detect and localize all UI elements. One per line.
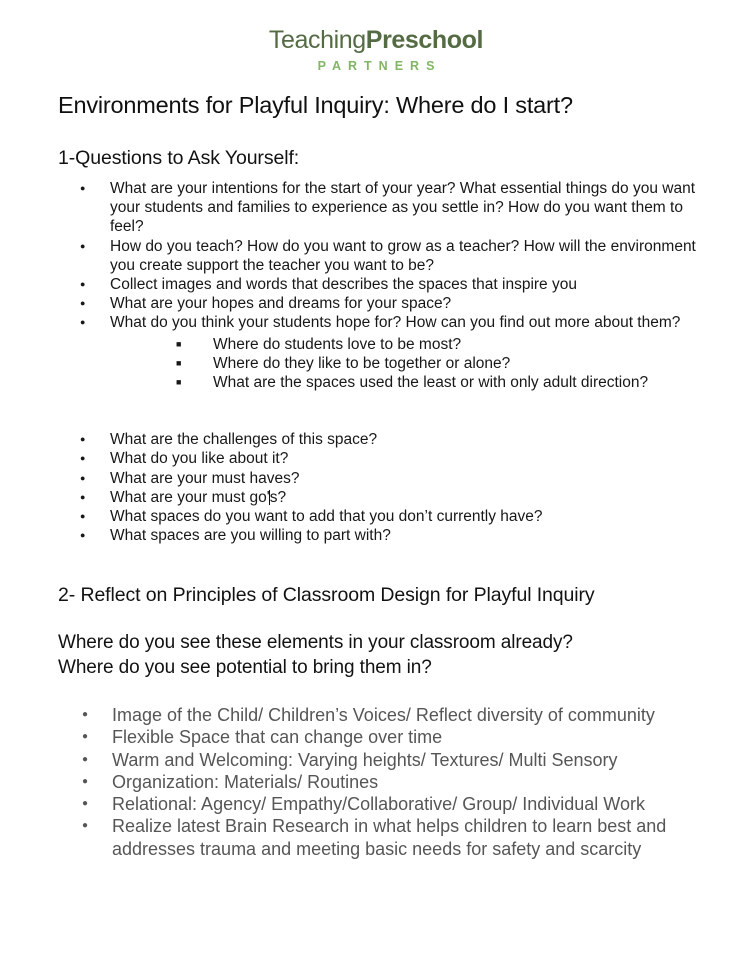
questions-sub-list (176, 335, 698, 393)
list-item: ● What are your hopes and dreams for your space? (58, 294, 698, 313)
list-item: ● Relational: Agency/ Empathy/Collaborative/ Group/ Individual Work (58, 793, 718, 815)
sub-list-item: ■ Where do they like to be together or alone? (176, 354, 698, 373)
questions-list-group-a (58, 179, 698, 393)
list-item: ● What are the challenges of this space? (58, 430, 678, 449)
questions-list-group-b (58, 430, 678, 546)
list-item: ● Flexible Space that can change over time (58, 726, 718, 748)
section-2-prompt-line-2: Where do you see potential to bring them in? (58, 657, 432, 678)
list-item (58, 313, 698, 392)
list-item: ● What do you like about it? (58, 449, 678, 468)
list-item: ● What spaces do you want to add that you don’t currently have? (58, 507, 678, 526)
sub-list-item: ■ Where do students love to be most? (176, 335, 698, 354)
list-item: ● What are your intentions for the start of your year? What essential things do you want your students and families to experience as you settle in? How do you want them to feel? (58, 179, 698, 237)
list-item: ● Realize latest Brain Research in what helps children to learn best and addresses trauma and meeting basic needs for safety and scarcity (58, 815, 718, 860)
section-2-heading: 2- Reflect on Principles of Classroom Design for Playful Inquiry (58, 584, 595, 606)
sub-list-item: ■ What are the spaces used the least or with only adult direction? (176, 373, 698, 392)
section-2-prompt-line-1: Where do you see these elements in your classroom already? (58, 632, 573, 653)
list-item: ● Warm and Welcoming: Varying heights/ Textures/ Multi Sensory (58, 749, 718, 771)
list-item-text-before-caret: What are your must go' (110, 488, 270, 506)
logo-wordmark (0, 28, 752, 53)
organization-logo (0, 28, 752, 73)
logo-subtitle-partners: PARTNERS (317, 59, 442, 73)
list-item: ● Organization: Materials/ Routines (58, 771, 718, 793)
list-item: ● How do you teach? How do you want to grow as a teacher? How will the environment you create support the teacher you want to be? (58, 237, 698, 275)
list-item-with-text-cursor[interactable] (58, 488, 678, 507)
page-title: Environments for Playful Inquiry: Where do I start? (58, 92, 573, 118)
list-item: ● Image of the Child/ Children’s Voices/ Reflect diversity of community (58, 704, 718, 726)
list-item-text: What do you think your students hope for? How can you find out more about them? (110, 314, 681, 332)
principles-list (58, 704, 718, 860)
logo-word-preschool: Preschool (365, 26, 484, 54)
list-item: ● What are your must haves? (58, 469, 678, 488)
logo-word-teaching: Teaching (268, 26, 366, 54)
section-1-heading: 1-Questions to Ask Yourself: (58, 147, 300, 169)
list-item-text-after-caret: s? (269, 488, 287, 506)
list-item: ● Collect images and words that describes the spaces that inspire you (58, 275, 698, 294)
list-item: ● What spaces are you willing to part with? (58, 526, 678, 545)
